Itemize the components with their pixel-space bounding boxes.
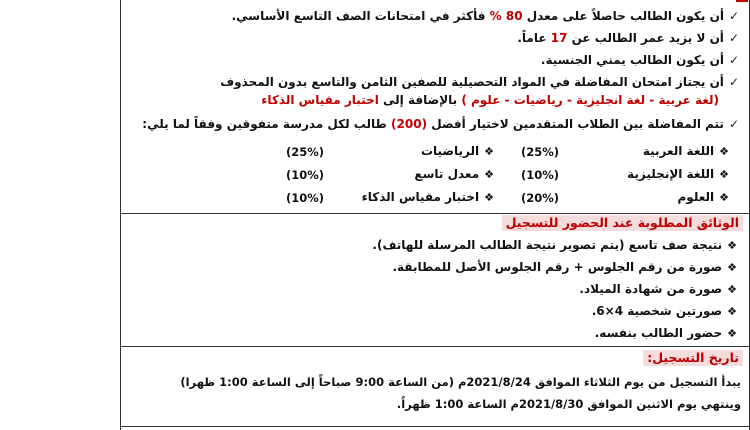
condition-text: أن يكون الطالب حاصلاً على معدل — [526, 9, 724, 23]
document-text: صورة من شهادة الميلاد. — [579, 282, 723, 296]
registration-heading: تاريخ التسجيل: — [643, 350, 743, 366]
weight-subject — [362, 190, 494, 204]
document-item — [372, 237, 737, 254]
weight-subject-label: اللغة الإنجليزية — [627, 167, 715, 181]
diamond-bullet-icon: ❖ — [484, 168, 494, 181]
diamond-bullet-icon: ❖ — [727, 261, 737, 274]
checkmark-icon: ✓ — [728, 9, 739, 23]
checkmark-icon: ✓ — [728, 117, 739, 131]
document-item — [392, 259, 737, 276]
document-text: حضور الطالب بنفسه. — [594, 326, 723, 340]
subjects-connector: بالإضافة إلى — [383, 93, 458, 107]
condition-text: أن يجتاز امتحان المفاضلة في المواد التحصيلية للصفين الثامن والتاسع بدون المحذوف — [220, 75, 724, 89]
selection-count: (200) — [391, 117, 428, 131]
conditions-section — [121, 0, 749, 214]
weight-subject-label: اللغة العربية — [642, 144, 715, 158]
weight-subject — [421, 144, 494, 158]
selection-text: طالب لكل مدرسة متفوقين وفقاً لما يلي: — [142, 117, 387, 131]
subjects-line — [261, 92, 719, 108]
subjects-list: (لغة عربية - لغة انجليزية - رياضيات - علوم ) — [461, 93, 719, 107]
weight-subject — [414, 167, 494, 181]
weight-subject — [678, 190, 729, 204]
condition-item — [517, 30, 739, 46]
documents-section — [121, 213, 749, 347]
document-item — [592, 303, 737, 320]
condition-text: أن يكون الطالب يمني الجنسية. — [540, 53, 724, 67]
diamond-bullet-icon: ❖ — [484, 145, 494, 158]
documents-heading: الوثائق المطلوبة عند الحضور للتسجيل — [502, 215, 743, 231]
condition-item — [220, 74, 739, 90]
diamond-bullet-icon: ❖ — [727, 305, 737, 318]
weight-percent: (25%) — [285, 145, 324, 159]
weight-percent: (25%) — [520, 145, 559, 159]
condition-text: عاماً. — [517, 31, 547, 45]
weight-subject-label: الرياضيات — [420, 144, 480, 158]
weight-subject — [643, 144, 729, 158]
document-text: نتيجة صف تاسع (يتم تصوير نتيجة الطالب المرسلة للهاتف). — [372, 238, 723, 252]
diamond-bullet-icon: ❖ — [727, 239, 737, 252]
registration-end: وينتهي يوم الاثنين الموافق 2021/8/30م الساعة 1:00 ظهراً. — [396, 397, 741, 411]
condition-highlight: 17 — [550, 31, 568, 45]
selection-item — [142, 116, 739, 132]
weight-percent: (10%) — [285, 168, 324, 182]
document-text: صورتين شخصية 4×6. — [591, 304, 723, 318]
document-item — [595, 325, 737, 342]
diamond-bullet-icon: ❖ — [484, 191, 494, 204]
condition-item — [541, 52, 739, 68]
weight-subject-label: العلوم — [677, 190, 715, 204]
weight-subject-label: معدل تاسع — [414, 167, 480, 181]
selection-text: تتم المفاضلة بين الطلاب المتقدمين لاختيار أفضل — [431, 117, 724, 131]
condition-highlight: 80 % — [489, 9, 523, 23]
condition-text: فأكثر في امتحانات الصف التاسع الأساسي. — [231, 9, 486, 23]
checkmark-icon: ✓ — [728, 31, 739, 45]
registration-start: يبدأ التسجيل من يوم الثلاثاء الموافق 2021/8/24م (من الساعة 9:00 صباحاً إلى الساعة 1:00 ظهرا) — [180, 375, 741, 389]
condition-text: أن لا يزيد عمر الطالب عن — [571, 31, 724, 45]
diamond-bullet-icon: ❖ — [719, 168, 729, 181]
weight-percent: (20%) — [520, 191, 559, 205]
document-text: صورة من رقم الجلوس + رقم الجلوس الأصل للمطابقة. — [392, 260, 723, 274]
weight-subject — [627, 167, 729, 181]
registration-section — [121, 346, 749, 427]
document-item — [579, 281, 737, 298]
diamond-bullet-icon: ❖ — [727, 283, 737, 296]
checkmark-icon: ✓ — [728, 75, 739, 89]
weight-percent: (10%) — [520, 168, 559, 182]
iq-test-label: اختبار مقياس الذكاء — [261, 93, 379, 107]
checkmark-icon: ✓ — [728, 53, 739, 67]
diamond-bullet-icon: ❖ — [719, 191, 729, 204]
condition-item — [232, 8, 739, 24]
weight-percent: (10%) — [285, 191, 324, 205]
document-frame — [120, 0, 750, 430]
diamond-bullet-icon: ❖ — [727, 327, 737, 340]
diamond-bullet-icon: ❖ — [719, 145, 729, 158]
weight-subject-label: اختبار مقياس الذكاء — [361, 190, 480, 204]
